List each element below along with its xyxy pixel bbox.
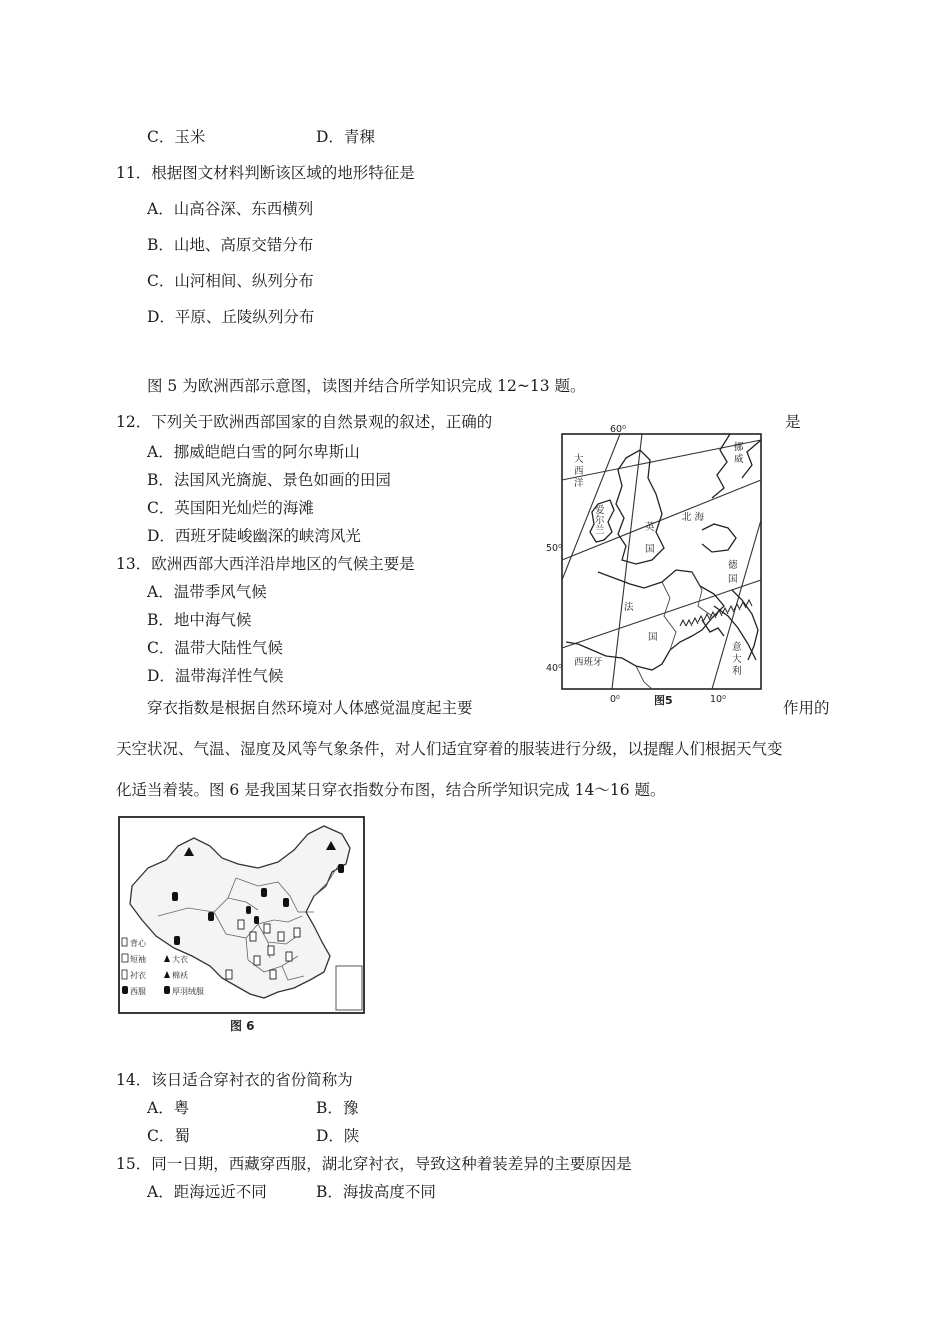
q13-stem: 13．欧洲西部大西洋沿岸地区的气候主要是 bbox=[116, 555, 415, 573]
q13-option-b: B．地中海气候 bbox=[147, 611, 252, 629]
label-italy-2: 大 bbox=[732, 654, 742, 665]
q12-option-c: C．英国阳光灿烂的海滩 bbox=[147, 499, 314, 517]
label-uk-2: 国 bbox=[645, 544, 655, 555]
fig5-intro: 图 5 为欧洲西部示意图，读图并结合所学知识完成 12~13 题。 bbox=[147, 377, 586, 395]
label-lat50: 50⁰ bbox=[546, 543, 562, 554]
q12-stem: 12．下列关于欧洲西部国家的自然景观的叙述，正确的 bbox=[116, 413, 493, 431]
label-germany-2: 国 bbox=[728, 574, 738, 585]
down-jacket-icon bbox=[164, 986, 170, 994]
legend-coat: 大衣 bbox=[172, 955, 188, 964]
q10-option-d: D．青稞 bbox=[316, 128, 375, 146]
q13-option-d: D．温带海洋性气候 bbox=[147, 667, 284, 685]
label-ireland-3: 兰 bbox=[595, 525, 605, 536]
legend-suit: 西服 bbox=[130, 987, 146, 996]
label-germany-1: 德 bbox=[728, 560, 738, 571]
label-france-1: 法 bbox=[624, 602, 634, 613]
south-sea-inset bbox=[336, 966, 362, 1010]
label-atlantic-2: 西 bbox=[574, 466, 584, 477]
suit-icon bbox=[122, 986, 128, 994]
fig5-caption: 图5 bbox=[654, 694, 673, 707]
q15-option-a: A．距海远近不同 bbox=[147, 1183, 267, 1201]
legend-shirt: 衬衣 bbox=[130, 971, 146, 980]
q15-stem: 15．同一日期，西藏穿西服，湖北穿衬衣，导致这种着装差异的主要原因是 bbox=[116, 1155, 632, 1173]
fig6-intro-line1a: 穿衣指数是根据自然环境对人体感觉温度起主要 bbox=[147, 699, 473, 717]
q11-stem: 11．根据图文材料判断该区域的地形特征是 bbox=[116, 164, 415, 182]
label-atlantic-3: 洋 bbox=[574, 478, 584, 489]
q11-option-a: A．山高谷深、东西横列 bbox=[147, 200, 314, 218]
q11-option-c: C．山河相间、纵列分布 bbox=[147, 272, 314, 290]
q10-option-c: C．玉米 bbox=[147, 128, 206, 146]
label-spain: 西班牙 bbox=[574, 657, 603, 668]
q11-option-d: D．平原、丘陵纵列分布 bbox=[147, 308, 315, 326]
label-lon10: 10⁰ bbox=[710, 694, 726, 705]
q14-option-c: C．蜀 bbox=[147, 1127, 190, 1145]
q14-option-b: B．豫 bbox=[316, 1099, 359, 1117]
shirt-icon bbox=[122, 970, 127, 979]
q12-option-b: B．法国风光旖旎、景色如画的田园 bbox=[147, 471, 391, 489]
label-ireland-1: 爱 bbox=[595, 505, 605, 516]
fig6-intro-line2: 天空状况、气温、湿度及风等气象条件，对人们适宜穿着的服装进行分级，以提醒人们根据天气变 bbox=[116, 740, 783, 758]
q14-option-d: D．陕 bbox=[316, 1127, 360, 1145]
legend-short-sleeve: 短袖 bbox=[130, 955, 146, 964]
q12-stem-end: 是 bbox=[785, 413, 801, 431]
figure-5-map bbox=[546, 420, 772, 710]
fig6-caption: 图 6 bbox=[230, 1019, 255, 1033]
label-lat40: 40⁰ bbox=[546, 663, 562, 674]
q13-option-a: A．温带季风气候 bbox=[147, 583, 267, 601]
fig6-intro-line1b: 作用的 bbox=[783, 699, 830, 717]
label-uk-1: 英 bbox=[645, 522, 655, 533]
figure-6-map bbox=[118, 816, 366, 1036]
q11-option-b: B．山地、高原交错分布 bbox=[147, 236, 314, 254]
fig6-intro-line3: 化适当着装。图 6 是我国某日穿衣指数分布图，结合所学知识完成 14～16 题。 bbox=[116, 781, 666, 799]
legend-vest: 背心 bbox=[130, 939, 146, 948]
label-france-2: 国 bbox=[648, 632, 658, 643]
label-lon0: 0⁰ bbox=[610, 694, 620, 705]
legend-down-jacket: 厚羽绒服 bbox=[172, 987, 204, 996]
q13-option-c: C．温带大陆性气候 bbox=[147, 639, 283, 657]
short-sleeve-icon bbox=[122, 954, 128, 962]
q14-stem: 14．该日适合穿衬衣的省份简称为 bbox=[116, 1071, 353, 1089]
label-lat60: 60⁰ bbox=[610, 424, 626, 435]
vest-icon bbox=[122, 938, 127, 946]
label-ireland-2: 尔 bbox=[595, 515, 605, 526]
legend-padded-jacket: 棉袄 bbox=[172, 971, 188, 980]
label-norway-1: 挪 bbox=[734, 442, 744, 453]
label-atlantic-1: 大 bbox=[574, 454, 584, 465]
q14-option-a: A．粤 bbox=[147, 1099, 190, 1117]
label-north-sea: 北 海 bbox=[682, 512, 705, 523]
label-norway-2: 威 bbox=[734, 454, 744, 465]
label-italy-1: 意 bbox=[732, 642, 742, 653]
q12-option-a: A．挪威皑皑白雪的阿尔卑斯山 bbox=[147, 443, 360, 461]
q15-option-b: B．海拔高度不同 bbox=[316, 1183, 436, 1201]
label-italy-3: 利 bbox=[732, 666, 742, 677]
q12-option-d: D．西班牙陡峻幽深的峡湾风光 bbox=[147, 527, 361, 545]
